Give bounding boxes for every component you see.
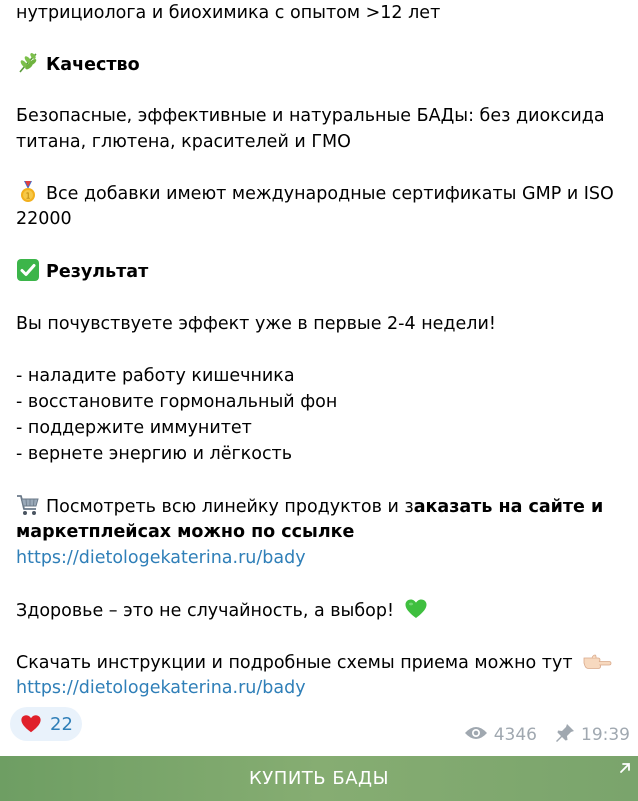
reaction-chip[interactable] xyxy=(10,707,82,741)
benefit-item xyxy=(16,415,252,441)
benefit-item xyxy=(16,441,292,467)
check-mark-icon xyxy=(16,258,40,282)
quality-line-2 xyxy=(16,129,351,155)
benefit-item xyxy=(16,363,295,389)
buy-button-label: КУПИТЬ БАДЫ xyxy=(249,768,389,789)
shopping-cart-icon xyxy=(16,493,40,517)
shop-text-regular: Посмотреть всю линейку продуктов и з xyxy=(46,497,414,517)
result-line xyxy=(16,311,496,337)
health-text: Здоровье – это не случайность, а выбор! xyxy=(16,601,394,621)
result-heading-text: Результат xyxy=(46,262,149,282)
quality-text-1: Безопасные, эффективные и натуральные БАДы: без диоксида xyxy=(16,106,605,126)
green-heart-icon xyxy=(404,597,428,621)
quality-line-1 xyxy=(16,103,605,129)
shop-line-1 xyxy=(16,493,603,520)
instructions-link-line xyxy=(16,675,306,701)
shop-text-bold: аказать на сайте и xyxy=(413,497,604,517)
medal-icon xyxy=(16,180,40,204)
result-heading xyxy=(16,258,148,285)
intro-tail: нутрициолога и биохимика с опытом >12 лет xyxy=(16,3,441,23)
benefit-text: - восстановите гормональный фон xyxy=(16,392,338,412)
cert-line-2 xyxy=(16,206,72,232)
instructions-link[interactable]: https://dietologekaterina.ru/bady xyxy=(16,678,306,698)
red-heart-icon xyxy=(20,713,42,735)
quality-text-2: титана, глютена, красителей и ГМО xyxy=(16,132,351,152)
shop-link-line xyxy=(16,545,306,571)
shop-line-2 xyxy=(16,519,354,545)
cert-text-1: Все добавки имеют международные сертификаты GMP и ISO xyxy=(46,184,614,204)
benefit-item xyxy=(16,389,337,415)
instructions-text: Скачать инструкции и подробные схемы приема можно тут xyxy=(16,653,573,673)
benefit-text: - наладите работу кишечника xyxy=(16,366,295,386)
message-time: 19:39 xyxy=(581,725,630,745)
health-line xyxy=(16,597,434,624)
intro-line xyxy=(16,0,440,26)
instructions-line xyxy=(16,649,618,676)
message-meta xyxy=(464,722,630,748)
pointing-hand-icon xyxy=(582,649,612,673)
views-count: 4346 xyxy=(493,725,537,745)
buy-button[interactable] xyxy=(0,756,638,801)
eye-icon xyxy=(464,725,488,746)
cert-line-1 xyxy=(16,180,614,207)
benefit-text: - поддержите иммунитет xyxy=(16,418,252,438)
shop-text-bold-2: маркетплейсах можно по ссылке xyxy=(16,522,355,542)
shop-link[interactable]: https://dietologekaterina.ru/bady xyxy=(16,548,306,568)
result-text: Вы почувствуете эффект уже в первые 2-4 недели! xyxy=(16,314,496,334)
pin-icon xyxy=(555,723,575,748)
reaction-count: 22 xyxy=(50,713,73,735)
external-arrow-icon xyxy=(618,760,632,774)
quality-heading xyxy=(16,51,140,78)
herb-icon xyxy=(16,51,40,75)
cert-text-2: 22000 xyxy=(16,209,72,229)
benefit-text: - вернете энергию и лёгкость xyxy=(16,444,293,464)
svg-text:1: 1 xyxy=(25,191,31,201)
quality-heading-text: Качество xyxy=(46,55,140,75)
